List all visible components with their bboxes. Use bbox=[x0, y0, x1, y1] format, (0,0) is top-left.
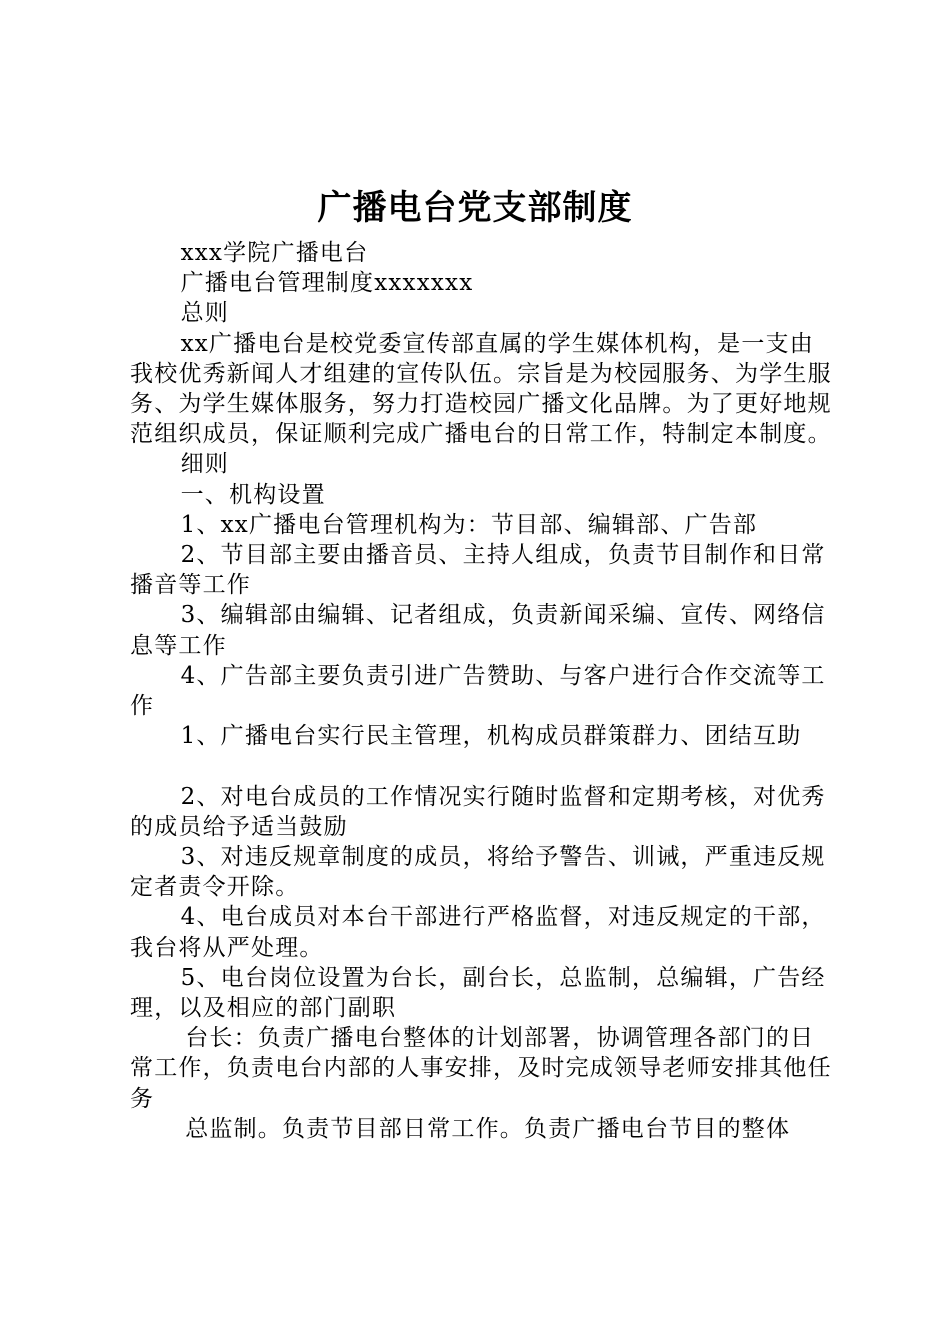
heading-general-rules: 总则 bbox=[180, 300, 229, 327]
paragraph-chief-supervisor: 总监制。负责节目部日常工作。负责广播电台节目的整体 bbox=[185, 1115, 791, 1142]
heading-detailed-rules: 细则 bbox=[180, 451, 229, 478]
paragraph-college-station: xxx学院广播电台 bbox=[180, 240, 369, 266]
list-item-rule-3: 3、对违反规章制度的成员，将给予警告、训诫，严重违反规定者责令开除。 bbox=[130, 844, 826, 901]
paragraph-management-system: 广播电台管理制度xxxxxxx bbox=[180, 270, 474, 297]
paragraph-station-head: 台长：负责广播电台整体的计划部署，协调管理各部门的日常工作，负责电台内部的人事安排，及时完成领导老师安排其他任务 bbox=[130, 1025, 832, 1112]
document-body bbox=[130, 238, 832, 1144]
list-item-rule-5: 5、电台岗位设置为台长，副台长，总监制，总编辑，广告经理，以及相应的部门副职 bbox=[130, 964, 826, 1022]
list-item-org-1: 1、xx广播电台管理机构为：节目部、编辑部、广告部 bbox=[180, 511, 758, 538]
list-item-rule-2: 2、对电台成员的工作情况实行随时监督和定期考核，对优秀的成员给予适当鼓励 bbox=[130, 783, 826, 840]
paragraph-intro: xx广播电台是校党委宣传部直属的学生媒体机构，是一支由我校优秀新闻人才组建的宣传队伍。宗旨是为校园服务、为学生服务、为学生媒体服务，努力打造校园广播文化品牌。为了更好地规范组织成员，保证顺利完成广播电台的日常工作，特制定本制度。 bbox=[130, 330, 832, 448]
list-item-org-4: 4、广告部主要负责引进广告赞助、与客户进行合作交流等工作 bbox=[130, 662, 826, 720]
document-title: 广播电台党支部制度 bbox=[317, 188, 633, 228]
heading-organization: 一、机构设置 bbox=[180, 481, 326, 508]
list-item-org-3: 3、编辑部由编辑、记者组成，负责新闻采编、宣传、网络信息等工作 bbox=[130, 602, 826, 659]
list-item-rule-4: 4、电台成员对本台干部进行严格监督，对违反规定的干部，我台将从严处理。 bbox=[130, 904, 826, 961]
list-item-org-2: 2、节目部主要由播音员、主持人组成，负责节目制作和日常播音等工作 bbox=[130, 542, 826, 599]
blank-line bbox=[130, 751, 832, 781]
list-item-rule-1: 1、广播电台实行民主管理，机构成员群策群力、团结互助 bbox=[180, 723, 802, 750]
